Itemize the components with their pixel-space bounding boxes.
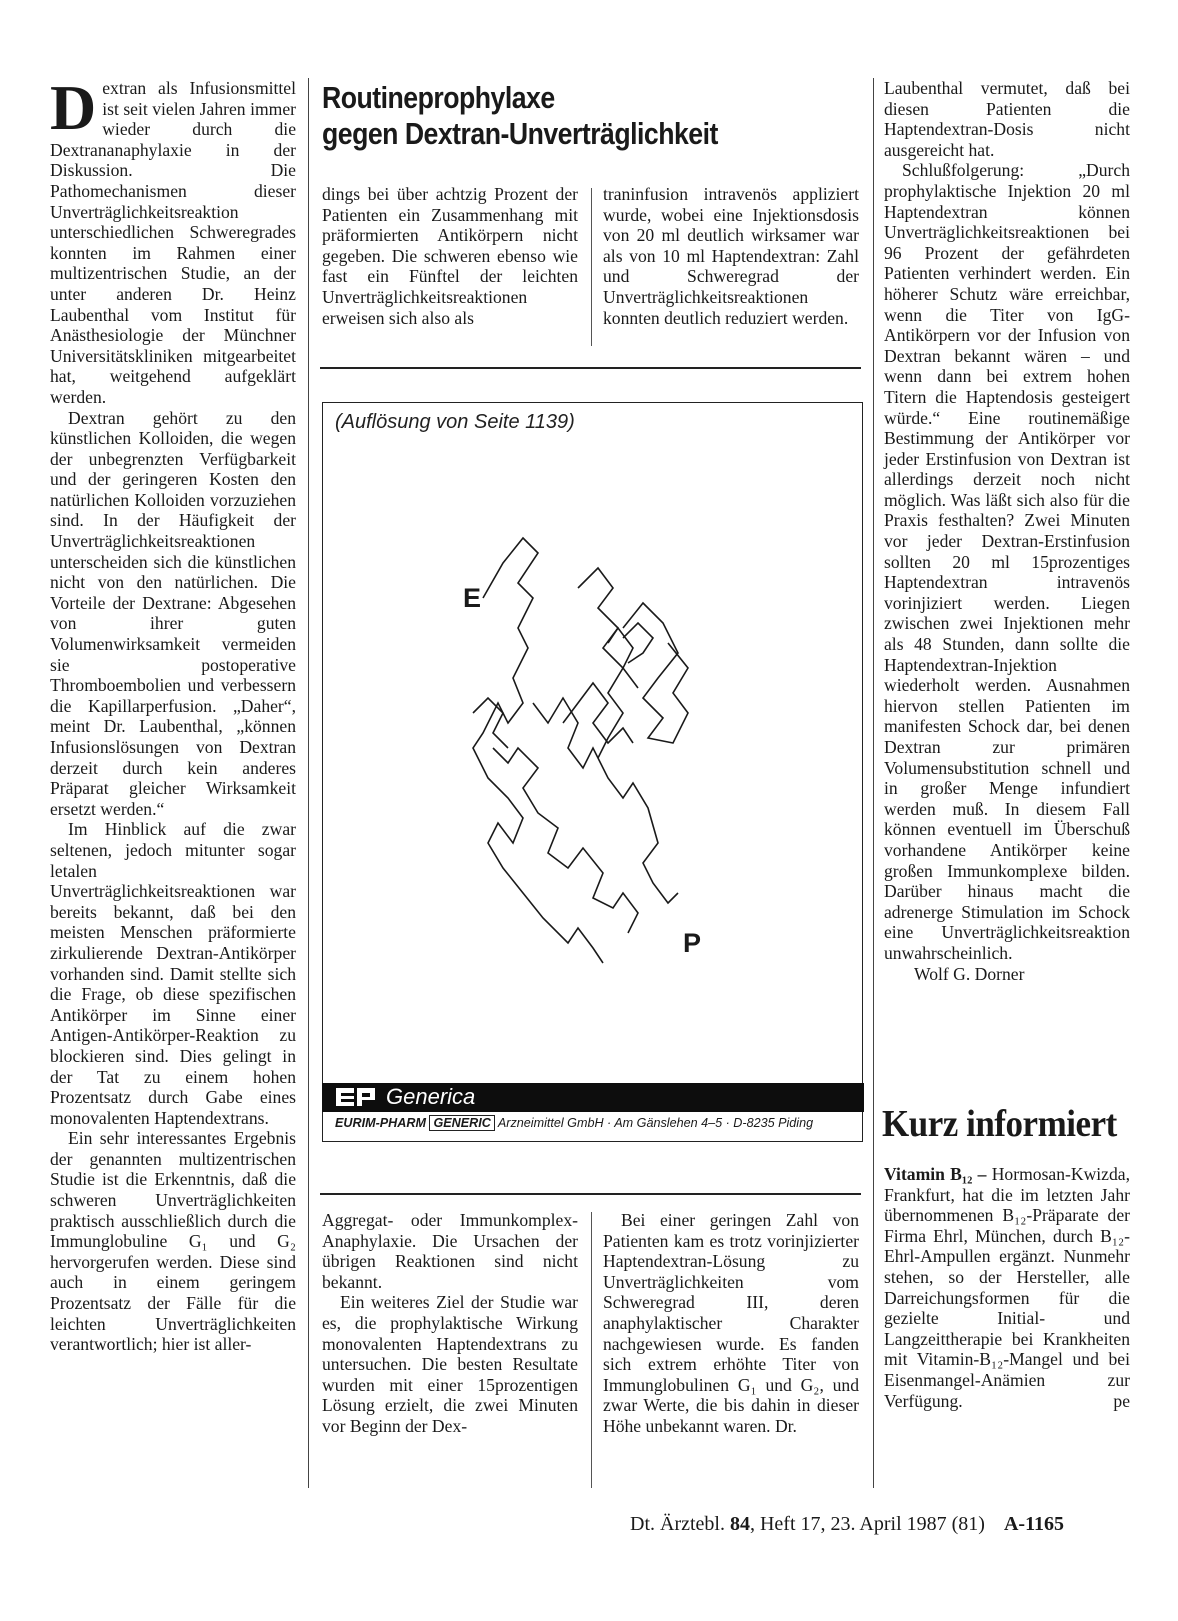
paragraph-continuation: traninfusion intravenös appliziert wurde, wobei eine Injektionsdosis von 20 ml deutlich wirksamer war als von 10 ml Haptendextran: Zahl und Schweregrad der Unverträglichkeitsreaktionen konnten deutlich reduziert werden.: [603, 184, 859, 328]
paragraph-continuation: dings bei über achtzig Prozent der Patienten ein Zusammenhang mit präformierten Antikörpern nicht gegeben. Die schweren ebenso wie fast ein Fünftel der leichten Unverträglichkeitsreaktionen erweisen sich also als: [322, 184, 578, 328]
journal-name: Dt. Ärztebl.: [630, 1513, 725, 1535]
article-column-2-top-left: [322, 184, 578, 328]
headline-line-1: Routineprophylaxe: [322, 80, 555, 115]
ad-company: EURIM-PHARM: [335, 1116, 426, 1130]
ad-generic-box: GENERIC: [429, 1115, 494, 1131]
ad-address-line: [335, 1116, 855, 1130]
page-number: A-1165: [1003, 1513, 1064, 1535]
headline-line-2: gegen Dextran-Unverträglichkeit: [322, 116, 718, 151]
paragraph-continuation: Laubenthal vermutet, daß bei diesen Patienten die Haptendextran-Dosis nicht ausgereicht hat.: [884, 78, 1130, 160]
ad-caption: (Auflösung von Seite 1139): [335, 411, 575, 433]
column-divider: [873, 78, 874, 1488]
paragraph-study-goal: Ein weiteres Ziel der Studie war es, die prophylaktische Wirkung monovalenten Haptendextrans zu untersuchen. Die besten Resultate wurden mit einer 15prozentigen Lösung erzielt, die zwei Minuten vor Beginn der Dex-: [322, 1292, 578, 1436]
paragraph-antibodies: Im Hinblick auf die zwar seltenen, jedoch mitunter sogar letalen Unverträglichkeitsreaktionen war bereits bekannt, daß bei den meisten Menschen präformierte zirkulierende Dextran-Antikörper vorhanden sind. Damit stellte sich die Frage, ob diese spezifischen Antikörper im Sinne einer Antigen-Antikörper-Reaktion zu blockieren sind. Dies gelingt in der Tat zu einem hohen Prozentsatz durch Gabe eines monovalenten Haptendextrans.: [50, 819, 296, 1128]
maze-start-label: E: [463, 583, 482, 613]
article-column-2-bottom-right: [603, 1210, 859, 1437]
paragraph-intro: extran als Infusionsmittel ist seit vielen Jahren immer wieder durch die Dextrananaphylaxie in der Diskussion. Die Pathomechanismen dieser Unverträglichkeitsreaktion unterschiedlichen Schweregrades konnten im Rahmen einer multizentrischen Studie, an der unter anderen Dr. Heinz Laubenthal vom Institut für Anästhesiologie der Münchner Universitätskliniken mitgearbeitet hat, weitgehend aufgeklärt werden.: [50, 78, 296, 407]
ad-address: Arzneimittel GmbH · Am Gänslehen 4–5 · D-8235 Piding: [497, 1116, 814, 1130]
column-divider: [591, 1212, 592, 1488]
ep-logo-icon: [334, 1085, 378, 1109]
paragraph-dextran-advantages: Dextran gehört zu den künstlichen Kolloiden, die wegen der unbegrenzten Verfügbarkeit und der geringeren Kosten den natürlichen Kolloiden vorzuziehen sind. In der Häufigkeit der Unverträglichkeitsreaktionen unterscheiden sich die künstlichen nicht von den natürlichen. Die Vorteile der Dextrane: Abgesehen von ihrer guten Volumenwirksamkeit vermeiden sie postoperative Thromboembolien und verbessern die Kapillarperfusion. „Daher“, meint Dr. Laubenthal, „können Infusionslösungen von Dextran derzeit durch kein anderes Präparat gleicher Wirksamkeit ersetzt werden.“: [50, 407, 296, 819]
article-column-1: [50, 72, 296, 1355]
article-column-2-bottom-left: [322, 1210, 578, 1437]
paragraph-continuation: Aggregat- oder Immunkomplex-Anaphylaxie. Die Ursachen der übrigen Reaktionen sind nicht bekannt.: [322, 1210, 578, 1292]
journal-volume: 84: [729, 1513, 750, 1535]
paragraph-exceptions: Bei einer geringen Zahl von Patienten kam es trotz vorinjizierter Haptendextran-Lösung zu Unverträglichkeiten vom Schweregrad III, deren anaphylaktischer Charakter nachgewiesen wurde. Es fanden sich extrem erhöhte Titer von Immunglobulinen G₁ und G₂, und zwar Werte, die bis dahin in dieser Höhe unbekannt waren. Dr.: [603, 1210, 859, 1436]
news-lead: Vitamin B₁₂ –: [884, 1164, 987, 1184]
journal-issue: , Heft 17, 23. April 1987 (81): [749, 1513, 985, 1535]
article-column-3: [884, 78, 1130, 984]
ad-brand-bar: [322, 1083, 864, 1112]
ad-brand-name: Generica: [386, 1084, 476, 1109]
maze-puzzle-solution: [323, 403, 864, 1083]
paragraph-conclusion: Schlußfolgerung: „Durch prophylaktische Injektion 20 ml Haptendextran können Unverträglichkeitsreaktionen bei 96 Prozent der gefährdeten Patienten verhindert werden. Ein höherer Schutz wäre erreichbar, wenn die Titer von IgG-Antikörpern vor der Infusion von Dextran bekannt wären – und wenn dann bei extrem hohen Titern die Haptendosis gesteigert würde.“ Eine routinemäßige Bestimmung der Antikörper vor jeder Erstinfusion von Dextran ist allerdings derzeit noch nicht möglich. Was läßt sich also für die Praxis festhalten? Zwei Minuten vor jeder Dextran-Erstinfusion sollten 20 ml 15prozentiges Haptendextran intravenös vorinjiziert werden. Liegen zwischen zwei Injektionen mehr als 48 Stunden, dann sollte die Haptendextran-Injektion wiederholt werden. Ausnahmen hiervon stellen Patienten im manifesten Schock dar, bei denen Dextran zur primären Volumensubstitution schnell und in großer Menge infundiert werden muß. In diesem Fall können eventuell im Überschuß vorhandene Antikörper keine großen Immunkomplexe bilden. Darüber hinaus macht die adrenerge Stimulation im Schock eine Unverträglichkeitsreaktion unwahrscheinlich.: [884, 160, 1130, 963]
drop-cap: D: [50, 72, 97, 143]
paragraph-study-result: Ein sehr interessantes Ergebnis der genannten multizentrischen Studie ist die Erkenntnis, daß die schweren Unverträglichkeiten praktisch ausschließlich durch die Immunglobuline G₁ und G₂ hervorgerufen werden. Diese sind auch in einem geringem Prozentsatz der Fälle für die leichten Unverträglichkeiten verantwortlich; hier ist aller-: [50, 1128, 296, 1355]
page-footer: [630, 1513, 1064, 1536]
horizontal-rule: [320, 1193, 861, 1195]
advertisement-box: [322, 402, 863, 1142]
column-divider: [308, 78, 309, 1488]
author-signature: Wolf G. Dorner: [914, 963, 1025, 984]
news-signature: pe: [1113, 1390, 1130, 1411]
maze-end-label: P: [683, 928, 702, 958]
article-headline: [322, 80, 786, 152]
section-title: Kurz informiert: [882, 1103, 1117, 1145]
column-divider: [591, 188, 592, 346]
news-body: Hormosan-Kwizda, Frankfurt, hat die im letzten Jahr übernommenen B₁₂-Präparate der Firma Ehrl, München, durch B₁₂-Ehrl-Ampullen ergänzt. Nunmehr stehen, so der Hersteller, alle Darreichungsformen für die gezielte Initial- und Langzeittherapie bei Krankheiten mit Vitamin-B₁₂-Mangel und bei Eisenmangel-Anämien zur Verfügung.: [884, 1164, 1130, 1411]
horizontal-rule: [320, 367, 861, 369]
article-column-2-top-right: [603, 184, 859, 328]
news-column: [884, 1164, 1130, 1411]
